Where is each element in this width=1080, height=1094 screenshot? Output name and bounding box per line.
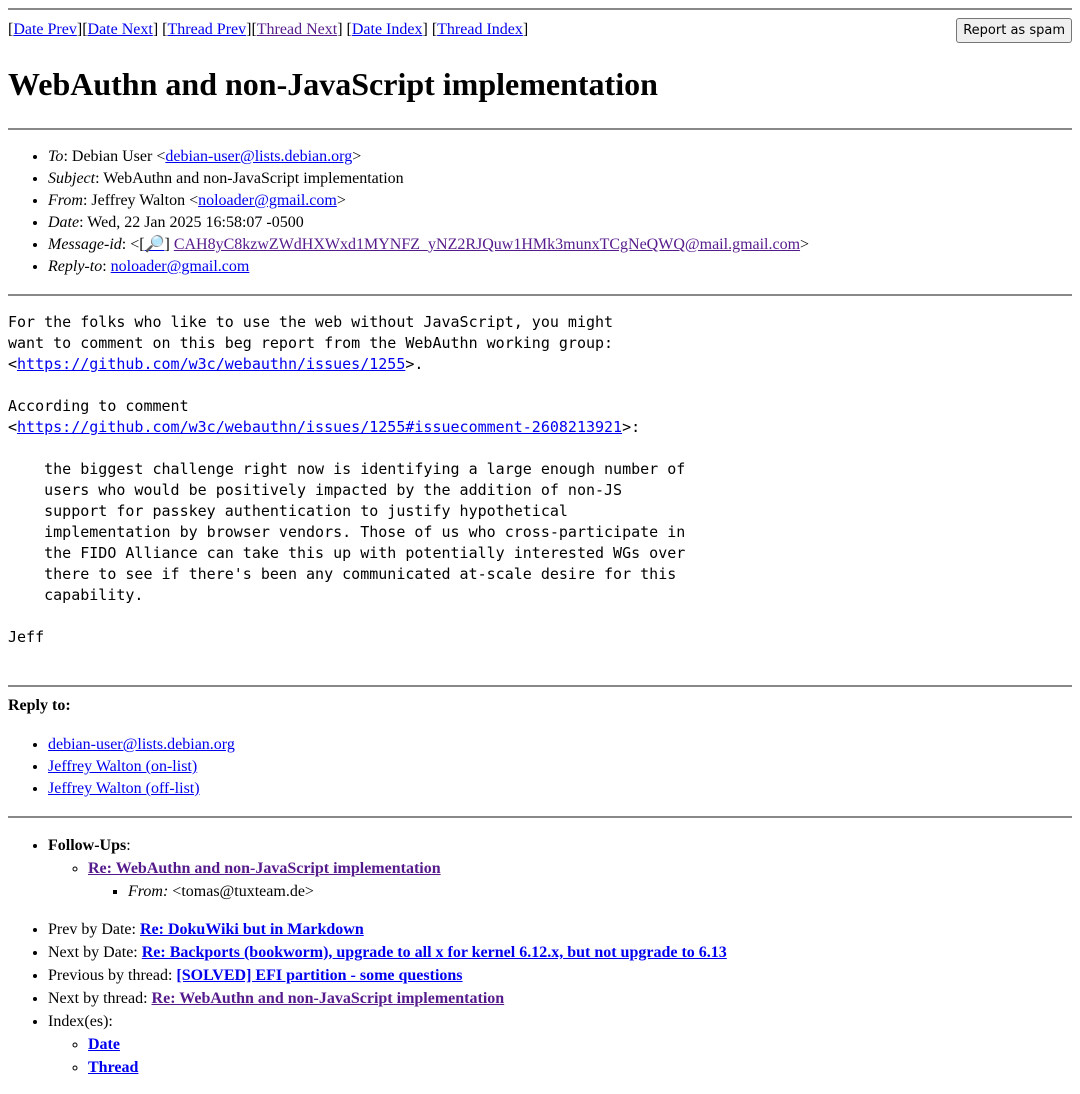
list-item <box>88 1056 727 1079</box>
nav-links: [Date Prev][Date Next] [Thread Prev][Thread Next] [Date Index] [Thread Index] <box>8 21 529 38</box>
list-item: • Next by Date: Re: Backports (bookworm), upgrade to all x for kernel 6.12.x, but not upgrade to 6.13 <box>48 941 727 964</box>
index-thread-link[interactable]: Thread <box>88 1059 139 1076</box>
message-id-link[interactable]: CAH8yC8kzwZWdHXWxd1MYNFZ_yNZ2RJQuw1HMk3munxTCgNeQWQ@mail.gmail.com <box>173 236 801 253</box>
divider <box>8 685 1072 687</box>
to-email-link[interactable]: debian-user@lists.debian.org <box>165 148 353 165</box>
index-date-link[interactable]: Date <box>88 1036 120 1053</box>
reply-to-email-link[interactable]: noloader@gmail.com <box>110 258 250 275</box>
list-item <box>88 1033 727 1056</box>
reply-list-link[interactable]: debian-user@lists.debian.org <box>48 736 235 753</box>
list-item: ▪ From: <tomas@tuxteam.de> <box>128 880 441 903</box>
list-item: • Index(es): ◦ Date ◦ Thread <box>48 1010 727 1079</box>
list-item <box>48 756 235 778</box>
prev-by-thread-link[interactable]: [SOLVED] EFI partition - some questions <box>176 967 463 984</box>
navigation-list <box>8 918 727 1079</box>
next-by-thread-link[interactable]: Re: WebAuthn and non-JavaScript implementation <box>151 990 505 1007</box>
magnifier-icon[interactable]: 🔎 <box>144 236 165 253</box>
divider <box>8 128 1072 130</box>
followups-section <box>8 834 441 903</box>
header-from: • From: Jeffrey Walton <noloader@gmail.com> <box>48 190 809 212</box>
reply-off-list-link[interactable]: Jeffrey Walton (off-list) <box>48 780 200 797</box>
date-next-link[interactable]: Date Next <box>87 21 153 38</box>
github-comment-link[interactable]: https://github.com/w3c/webauthn/issues/1255#issuecomment-2608213921 <box>17 418 623 436</box>
index-list <box>48 1033 727 1079</box>
followups-list <box>48 857 441 903</box>
list-item: • Next by thread: Re: WebAuthn and non-JavaScript implementation <box>48 987 727 1010</box>
page-title: WebAuthn and non-JavaScript implementation <box>8 66 658 102</box>
reply-on-list-link[interactable]: Jeffrey Walton (on-list) <box>48 758 198 775</box>
followup-details <box>88 880 441 903</box>
list-item: • Prev by Date: Re: DokuWiki but in Markdown <box>48 918 727 941</box>
github-issue-link[interactable]: https://github.com/w3c/webauthn/issues/1255 <box>17 355 406 373</box>
report-spam-button[interactable]: Report as spam <box>956 18 1072 43</box>
list-item <box>88 857 441 903</box>
thread-index-link[interactable]: Thread Index <box>437 21 523 38</box>
date-prev-link[interactable]: Date Prev <box>13 21 77 38</box>
header-message-id: • Message-id: <[🔎] CAH8yC8kzwZWdHXWxd1MYNFZ_yNZ2RJQuw1HMk3munxTCgNeQWQ@mail.gmail.com> <box>48 234 809 256</box>
from-email-link[interactable]: noloader@gmail.com <box>198 192 337 209</box>
header-date: • Date: Wed, 22 Jan 2025 16:58:07 -0500 <box>48 212 809 234</box>
nav-bar <box>8 0 1072 44</box>
list-item: • Previous by thread: [SOLVED] EFI partition - some questions <box>48 964 727 987</box>
message-body: For the folks who like to use the web without JavaScript, you might want to comment on this beg report from the WebAuthn working group: <https://github.com/w3c/webauthn/issues/1255>. According to comment <https://github.com/w3c/webauthn/issues/1255#issuecomment-2608213921>: the biggest challenge right now is identifying a large enough number of users who would be positively impacted by the addition of non-JS support for passkey authentication to justify hypothetical implementation by browser vendors. Those of us who cross-participate in the FIDO Alliance can take this up with potentially interested WGs over there to see if there's been any communicated at-scale desire for this capability. Jeff <box>8 313 686 646</box>
header-to: • To: Debian User <debian-user@lists.debian.org> <box>48 146 809 168</box>
followup-link[interactable]: Re: WebAuthn and non-JavaScript implementation <box>88 860 441 877</box>
next-by-date-link[interactable]: Re: Backports (bookworm), upgrade to all x for kernel 6.12.x, but not upgrade to 6.13 <box>141 944 727 961</box>
reply-to-heading: Reply to: <box>8 697 71 714</box>
message-headers <box>8 146 809 278</box>
header-reply-to: • Reply-to: noloader@gmail.com <box>48 256 809 278</box>
list-item <box>48 734 235 756</box>
followups-item: • Follow-Ups: ◦ Re: WebAuthn and non-JavaScript implementation ▪ From: <tomas@tuxteam.de> <box>48 834 441 903</box>
date-index-link[interactable]: Date Index <box>351 21 423 38</box>
header-subject: • Subject: WebAuthn and non-JavaScript implementation <box>48 168 809 190</box>
reply-to-list <box>8 734 235 800</box>
list-item <box>48 778 235 800</box>
divider <box>8 816 1072 818</box>
thread-next-link[interactable]: Thread Next <box>256 21 338 38</box>
prev-by-date-link[interactable]: Re: DokuWiki but in Markdown <box>139 921 364 938</box>
divider <box>8 294 1072 296</box>
thread-prev-link[interactable]: Thread Prev <box>167 21 247 38</box>
